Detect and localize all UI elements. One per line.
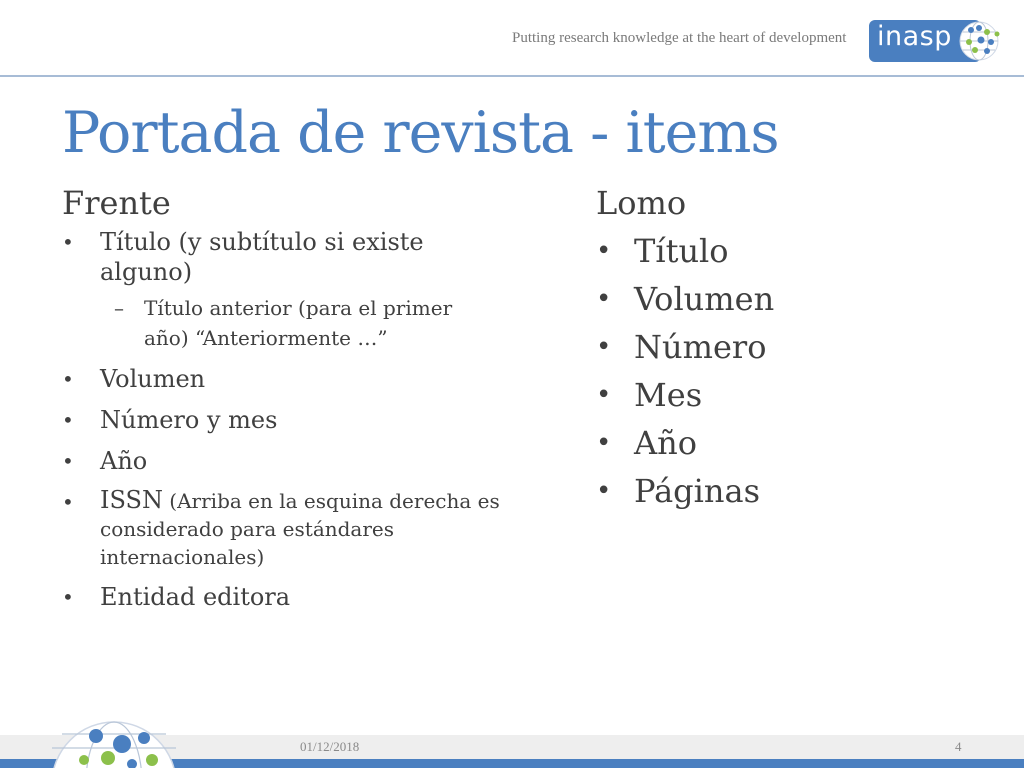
list-item-text: Páginas	[634, 472, 760, 510]
footer-date: 01/12/2018	[300, 739, 360, 754]
list-item-text: Volumen	[634, 280, 775, 318]
list-item	[62, 446, 502, 476]
list-item-text: Año	[100, 447, 148, 475]
list-item-text: Mes	[634, 376, 703, 414]
list-item	[62, 487, 502, 571]
list-item-note: (Arriba en la esquina derecha es considerado para estándares internacionales)	[100, 489, 500, 569]
list-item-text: Título	[634, 232, 729, 270]
sub-bullet-list	[100, 293, 502, 353]
left-column	[62, 183, 502, 623]
sub-list-item	[98, 293, 502, 353]
header-divider	[0, 75, 1024, 77]
list-item	[596, 227, 996, 275]
list-item	[596, 275, 996, 323]
bullet-icon: •	[62, 585, 74, 609]
bullet-icon: •	[596, 332, 612, 362]
bullet-icon: •	[596, 284, 612, 314]
list-item-text: ISSN	[100, 486, 163, 514]
slide-title: Portada de revista - items	[62, 100, 779, 166]
list-item	[596, 467, 996, 515]
page-number: 4	[955, 739, 962, 754]
bullet-icon: •	[62, 367, 74, 391]
bullet-icon: •	[596, 380, 612, 410]
list-item	[596, 323, 996, 371]
list-item	[62, 364, 502, 394]
list-item	[62, 405, 502, 435]
left-bullet-list	[62, 227, 502, 612]
globe-icon	[957, 20, 1005, 62]
header-tagline: Putting research knowledge at the heart of development	[512, 30, 847, 46]
inasp-logo	[869, 20, 1009, 62]
bullet-icon: •	[62, 230, 74, 254]
list-item	[596, 419, 996, 467]
bullet-icon: •	[596, 236, 612, 266]
list-item-text: Volumen	[100, 365, 206, 393]
globe-icon	[48, 718, 180, 768]
dash-icon: –	[114, 296, 124, 320]
bullet-icon: •	[62, 408, 74, 432]
bullet-icon: •	[62, 490, 74, 514]
bullet-icon: •	[62, 449, 74, 473]
right-bullet-list	[596, 227, 996, 515]
bullet-icon: •	[596, 428, 612, 458]
list-item-text: Número	[634, 328, 767, 366]
list-item-text: Año	[634, 424, 697, 462]
list-item	[62, 227, 502, 353]
list-item-text: Entidad editora	[100, 583, 291, 611]
bullet-icon: •	[596, 476, 612, 506]
right-column	[596, 183, 996, 515]
left-column-heading: Frente	[62, 184, 171, 222]
list-item-text: Número y mes	[100, 406, 278, 434]
list-item-text: Título (y subtítulo si existe alguno)	[100, 228, 424, 286]
list-item	[62, 582, 502, 612]
right-column-heading: Lomo	[596, 184, 687, 222]
list-item	[596, 371, 996, 419]
sub-list-item-text: Título anterior (para el primer año) “Anteriormente …”	[144, 296, 453, 350]
logo-text: inasp	[877, 21, 952, 52]
